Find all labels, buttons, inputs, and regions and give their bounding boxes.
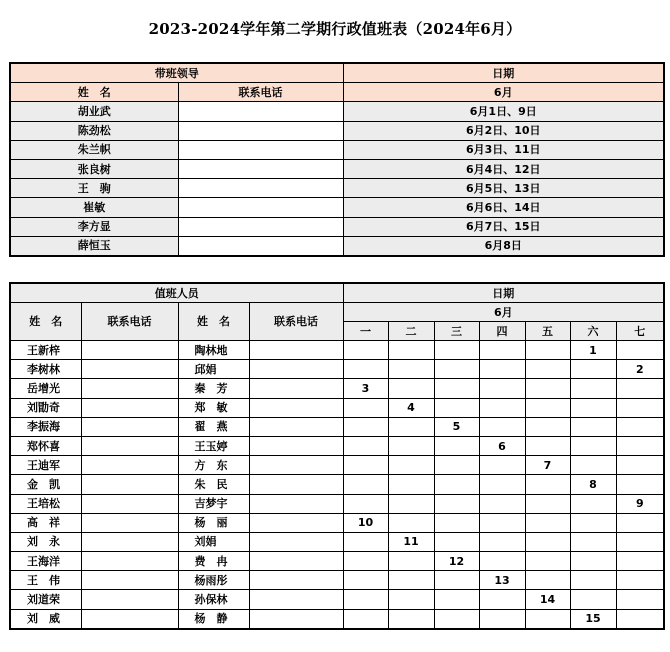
staff-phone-left bbox=[81, 341, 178, 360]
duty-empty-cell bbox=[616, 609, 664, 629]
duty-empty-cell bbox=[570, 417, 616, 436]
staff-name-left: 刘 威 bbox=[10, 609, 81, 629]
staff-row bbox=[10, 360, 664, 379]
leader-name: 朱兰帜 bbox=[10, 140, 178, 159]
staff-name-right: 杨 丽 bbox=[178, 513, 249, 532]
duty-empty-cell bbox=[616, 379, 664, 398]
staff-date-header: 日期 bbox=[343, 283, 664, 303]
duty-empty-cell bbox=[525, 532, 570, 551]
staff-row bbox=[10, 341, 664, 360]
staff-phone-left bbox=[81, 532, 178, 551]
staff-name-left: 李树林 bbox=[10, 360, 81, 379]
leader-group-header: 带班领导 bbox=[10, 63, 343, 83]
duty-number: 5 bbox=[434, 417, 479, 436]
duty-empty-cell bbox=[479, 398, 525, 417]
staff-name-left: 李振海 bbox=[10, 417, 81, 436]
staff-row bbox=[10, 552, 664, 571]
staff-phone-right bbox=[249, 590, 343, 609]
staff-phone-left bbox=[81, 475, 178, 494]
staff-name-right: 王玉婷 bbox=[178, 436, 249, 455]
duty-empty-cell bbox=[343, 532, 388, 551]
duty-empty-cell bbox=[525, 417, 570, 436]
staff-month-header: 6月 bbox=[343, 303, 664, 322]
duty-empty-cell bbox=[343, 360, 388, 379]
leader-phone-header: 联系电话 bbox=[178, 83, 343, 102]
duty-number: 13 bbox=[479, 571, 525, 590]
duty-number: 1 bbox=[570, 341, 616, 360]
leader-row bbox=[10, 121, 664, 140]
leader-row bbox=[10, 217, 664, 236]
duty-empty-cell bbox=[388, 590, 434, 609]
leader-name: 薛恒玉 bbox=[10, 236, 178, 256]
staff-phone-right bbox=[249, 341, 343, 360]
leader-date: 6月1日、9日 bbox=[343, 102, 664, 121]
duty-empty-cell bbox=[525, 552, 570, 571]
duty-empty-cell bbox=[434, 609, 479, 629]
weekday-header: 三 bbox=[434, 322, 479, 341]
leader-date: 6月4日、12日 bbox=[343, 159, 664, 178]
duty-empty-cell bbox=[479, 532, 525, 551]
duty-empty-cell bbox=[434, 532, 479, 551]
duty-empty-cell bbox=[570, 494, 616, 513]
duty-empty-cell bbox=[434, 494, 479, 513]
duty-empty-cell bbox=[525, 436, 570, 455]
duty-number: 8 bbox=[570, 475, 616, 494]
duty-empty-cell bbox=[343, 475, 388, 494]
staff-subheader-row bbox=[10, 303, 664, 322]
staff-phone-right bbox=[249, 494, 343, 513]
leader-name: 胡业武 bbox=[10, 102, 178, 121]
duty-empty-cell bbox=[616, 590, 664, 609]
leader-row bbox=[10, 159, 664, 178]
duty-empty-cell bbox=[616, 341, 664, 360]
duty-empty-cell bbox=[479, 513, 525, 532]
leader-date: 6月7日、15日 bbox=[343, 217, 664, 236]
duty-number: 6 bbox=[479, 436, 525, 455]
page-title: 2023-2024学年第二学期行政值班表（2024年6月） bbox=[148, 20, 522, 38]
duty-number: 15 bbox=[570, 609, 616, 629]
duty-empty-cell bbox=[616, 571, 664, 590]
staff-row bbox=[10, 571, 664, 590]
duty-empty-cell bbox=[525, 360, 570, 379]
duty-empty-cell bbox=[388, 341, 434, 360]
duty-empty-cell bbox=[343, 590, 388, 609]
staff-name-right: 陶林地 bbox=[178, 341, 249, 360]
staff-phone1-header: 联系电话 bbox=[81, 303, 178, 341]
staff-phone-right bbox=[249, 436, 343, 455]
staff-phone-right bbox=[249, 475, 343, 494]
leader-row bbox=[10, 198, 664, 217]
duty-empty-cell bbox=[434, 571, 479, 590]
duty-empty-cell bbox=[525, 571, 570, 590]
staff-phone-right bbox=[249, 398, 343, 417]
leader-month-header: 6月 bbox=[343, 83, 664, 102]
duty-empty-cell bbox=[616, 475, 664, 494]
staff-row bbox=[10, 475, 664, 494]
leader-row bbox=[10, 236, 664, 256]
duty-empty-cell bbox=[570, 590, 616, 609]
staff-name-left: 郑怀喜 bbox=[10, 436, 81, 455]
leader-phone bbox=[178, 140, 343, 159]
staff-phone-left bbox=[81, 456, 178, 475]
leader-date: 6月2日、10日 bbox=[343, 121, 664, 140]
leader-name: 崔敏 bbox=[10, 198, 178, 217]
duty-empty-cell bbox=[525, 398, 570, 417]
staff-name-right: 杨雨彤 bbox=[178, 571, 249, 590]
leader-header-row bbox=[10, 63, 664, 83]
duty-empty-cell bbox=[388, 379, 434, 398]
staff-row bbox=[10, 609, 664, 629]
leader-row bbox=[10, 140, 664, 159]
duty-empty-cell bbox=[616, 532, 664, 551]
duty-empty-cell bbox=[570, 532, 616, 551]
leader-phone bbox=[178, 236, 343, 256]
duty-empty-cell bbox=[616, 552, 664, 571]
staff-phone-left bbox=[81, 571, 178, 590]
duty-empty-cell bbox=[434, 436, 479, 455]
staff-name-right: 郑 敏 bbox=[178, 398, 249, 417]
staff-name-right: 吉梦宇 bbox=[178, 494, 249, 513]
duty-empty-cell bbox=[343, 436, 388, 455]
leader-name: 张良树 bbox=[10, 159, 178, 178]
duty-empty-cell bbox=[616, 456, 664, 475]
duty-empty-cell bbox=[434, 513, 479, 532]
weekday-header: 四 bbox=[479, 322, 525, 341]
weekday-header: 五 bbox=[525, 322, 570, 341]
duty-empty-cell bbox=[479, 609, 525, 629]
staff-phone-right bbox=[249, 571, 343, 590]
duty-number: 10 bbox=[343, 513, 388, 532]
staff-name-left: 王迪军 bbox=[10, 456, 81, 475]
staff-name-left: 刘 永 bbox=[10, 532, 81, 551]
staff-phone-right bbox=[249, 552, 343, 571]
staff-name-right: 费 冉 bbox=[178, 552, 249, 571]
staff-phone-left bbox=[81, 609, 178, 629]
weekday-header: 二 bbox=[388, 322, 434, 341]
staff-name-left: 刘道荣 bbox=[10, 590, 81, 609]
duty-empty-cell bbox=[570, 552, 616, 571]
staff-phone-left bbox=[81, 513, 178, 532]
duty-number: 14 bbox=[525, 590, 570, 609]
duty-empty-cell bbox=[388, 436, 434, 455]
staff-name-right: 方 东 bbox=[178, 456, 249, 475]
staff-phone-left bbox=[81, 436, 178, 455]
duty-empty-cell bbox=[570, 436, 616, 455]
staff-name1-header: 姓 名 bbox=[10, 303, 81, 341]
staff-row bbox=[10, 590, 664, 609]
duty-empty-cell bbox=[570, 379, 616, 398]
duty-empty-cell bbox=[570, 360, 616, 379]
duty-empty-cell bbox=[434, 398, 479, 417]
staff-row bbox=[10, 456, 664, 475]
staff-name-left: 岳增光 bbox=[10, 379, 81, 398]
leader-phone bbox=[178, 217, 343, 236]
staff-row bbox=[10, 513, 664, 532]
duty-empty-cell bbox=[479, 552, 525, 571]
duty-empty-cell bbox=[525, 379, 570, 398]
duty-empty-cell bbox=[388, 494, 434, 513]
duty-empty-cell bbox=[388, 609, 434, 629]
leader-phone bbox=[178, 102, 343, 121]
leader-phone bbox=[178, 198, 343, 217]
leader-row bbox=[10, 179, 664, 198]
leader-date-header: 日期 bbox=[343, 63, 664, 83]
staff-phone-right bbox=[249, 417, 343, 436]
duty-number: 4 bbox=[388, 398, 434, 417]
duty-empty-cell bbox=[479, 456, 525, 475]
leader-date: 6月8日 bbox=[343, 236, 664, 256]
staff-name-right: 邱娟 bbox=[178, 360, 249, 379]
duty-empty-cell bbox=[343, 552, 388, 571]
staff-row bbox=[10, 398, 664, 417]
duty-empty-cell bbox=[479, 341, 525, 360]
leader-phone bbox=[178, 159, 343, 178]
staff-name-left: 高 祥 bbox=[10, 513, 81, 532]
leader-duty-table bbox=[9, 62, 665, 257]
duty-number: 11 bbox=[388, 532, 434, 551]
duty-number: 3 bbox=[343, 379, 388, 398]
staff-phone-right bbox=[249, 456, 343, 475]
duty-empty-cell bbox=[434, 341, 479, 360]
weekday-header: 六 bbox=[570, 322, 616, 341]
duty-empty-cell bbox=[616, 436, 664, 455]
duty-empty-cell bbox=[570, 571, 616, 590]
duty-empty-cell bbox=[525, 341, 570, 360]
leader-date: 6月3日、11日 bbox=[343, 140, 664, 159]
staff-name-left: 王 伟 bbox=[10, 571, 81, 590]
duty-empty-cell bbox=[525, 609, 570, 629]
leader-date: 6月6日、14日 bbox=[343, 198, 664, 217]
staff-name-right: 翟 燕 bbox=[178, 417, 249, 436]
duty-empty-cell bbox=[434, 379, 479, 398]
duty-empty-cell bbox=[479, 360, 525, 379]
staff-group-header: 值班人员 bbox=[10, 283, 343, 303]
staff-phone2-header: 联系电话 bbox=[249, 303, 343, 341]
staff-phone-right bbox=[249, 379, 343, 398]
staff-name-left: 王培松 bbox=[10, 494, 81, 513]
duty-empty-cell bbox=[434, 456, 479, 475]
staff-row bbox=[10, 379, 664, 398]
duty-number: 9 bbox=[616, 494, 664, 513]
duty-empty-cell bbox=[388, 475, 434, 494]
duty-empty-cell bbox=[343, 609, 388, 629]
duty-empty-cell bbox=[616, 513, 664, 532]
staff-row bbox=[10, 417, 664, 436]
staff-name-left: 王新梓 bbox=[10, 341, 81, 360]
staff-phone-left bbox=[81, 494, 178, 513]
duty-empty-cell bbox=[388, 417, 434, 436]
leader-name: 李方显 bbox=[10, 217, 178, 236]
staff-name-left: 王海洋 bbox=[10, 552, 81, 571]
duty-empty-cell bbox=[616, 398, 664, 417]
staff-name-right: 杨 静 bbox=[178, 609, 249, 629]
staff-phone-right bbox=[249, 360, 343, 379]
duty-number: 12 bbox=[434, 552, 479, 571]
duty-empty-cell bbox=[616, 417, 664, 436]
leader-name-header: 姓 名 bbox=[10, 83, 178, 102]
leader-name: 王 驹 bbox=[10, 179, 178, 198]
staff-name-right: 孙保林 bbox=[178, 590, 249, 609]
duty-empty-cell bbox=[343, 494, 388, 513]
duty-empty-cell bbox=[525, 513, 570, 532]
duty-empty-cell bbox=[525, 494, 570, 513]
leader-date: 6月5日、13日 bbox=[343, 179, 664, 198]
staff-row bbox=[10, 436, 664, 455]
duty-empty-cell bbox=[479, 494, 525, 513]
weekday-header: 七 bbox=[616, 322, 664, 341]
staff-phone-left bbox=[81, 398, 178, 417]
staff-phone-right bbox=[249, 532, 343, 551]
staff-phone-left bbox=[81, 590, 178, 609]
staff-row bbox=[10, 532, 664, 551]
duty-empty-cell bbox=[570, 398, 616, 417]
duty-empty-cell bbox=[434, 590, 479, 609]
staff-name-left: 金 凯 bbox=[10, 475, 81, 494]
leader-phone bbox=[178, 121, 343, 140]
duty-number: 7 bbox=[525, 456, 570, 475]
duty-empty-cell bbox=[388, 571, 434, 590]
duty-empty-cell bbox=[343, 398, 388, 417]
leader-name: 陈劲松 bbox=[10, 121, 178, 140]
staff-phone-right bbox=[249, 609, 343, 629]
staff-phone-right bbox=[249, 513, 343, 532]
duty-empty-cell bbox=[343, 417, 388, 436]
duty-empty-cell bbox=[343, 456, 388, 475]
staff-phone-left bbox=[81, 379, 178, 398]
duty-empty-cell bbox=[570, 456, 616, 475]
duty-empty-cell bbox=[343, 341, 388, 360]
staff-header-row bbox=[10, 283, 664, 303]
staff-phone-left bbox=[81, 417, 178, 436]
duty-empty-cell bbox=[570, 513, 616, 532]
leader-subheader-row bbox=[10, 83, 664, 102]
staff-name-right: 朱 民 bbox=[178, 475, 249, 494]
staff-duty-table bbox=[9, 282, 665, 630]
duty-empty-cell bbox=[388, 360, 434, 379]
staff-name-left: 刘勖奇 bbox=[10, 398, 81, 417]
weekday-header: 一 bbox=[343, 322, 388, 341]
leader-phone bbox=[178, 179, 343, 198]
staff-name-right: 秦 芳 bbox=[178, 379, 249, 398]
duty-empty-cell bbox=[525, 475, 570, 494]
duty-empty-cell bbox=[388, 513, 434, 532]
staff-name-right: 刘娟 bbox=[178, 532, 249, 551]
duty-empty-cell bbox=[388, 456, 434, 475]
duty-empty-cell bbox=[434, 475, 479, 494]
leader-row bbox=[10, 102, 664, 121]
duty-empty-cell bbox=[388, 552, 434, 571]
duty-empty-cell bbox=[479, 417, 525, 436]
duty-empty-cell bbox=[479, 379, 525, 398]
duty-empty-cell bbox=[343, 571, 388, 590]
staff-name2-header: 姓 名 bbox=[178, 303, 249, 341]
staff-row bbox=[10, 494, 664, 513]
duty-empty-cell bbox=[434, 360, 479, 379]
staff-phone-left bbox=[81, 552, 178, 571]
duty-empty-cell bbox=[479, 475, 525, 494]
staff-phone-left bbox=[81, 360, 178, 379]
duty-number: 2 bbox=[616, 360, 664, 379]
duty-empty-cell bbox=[479, 590, 525, 609]
